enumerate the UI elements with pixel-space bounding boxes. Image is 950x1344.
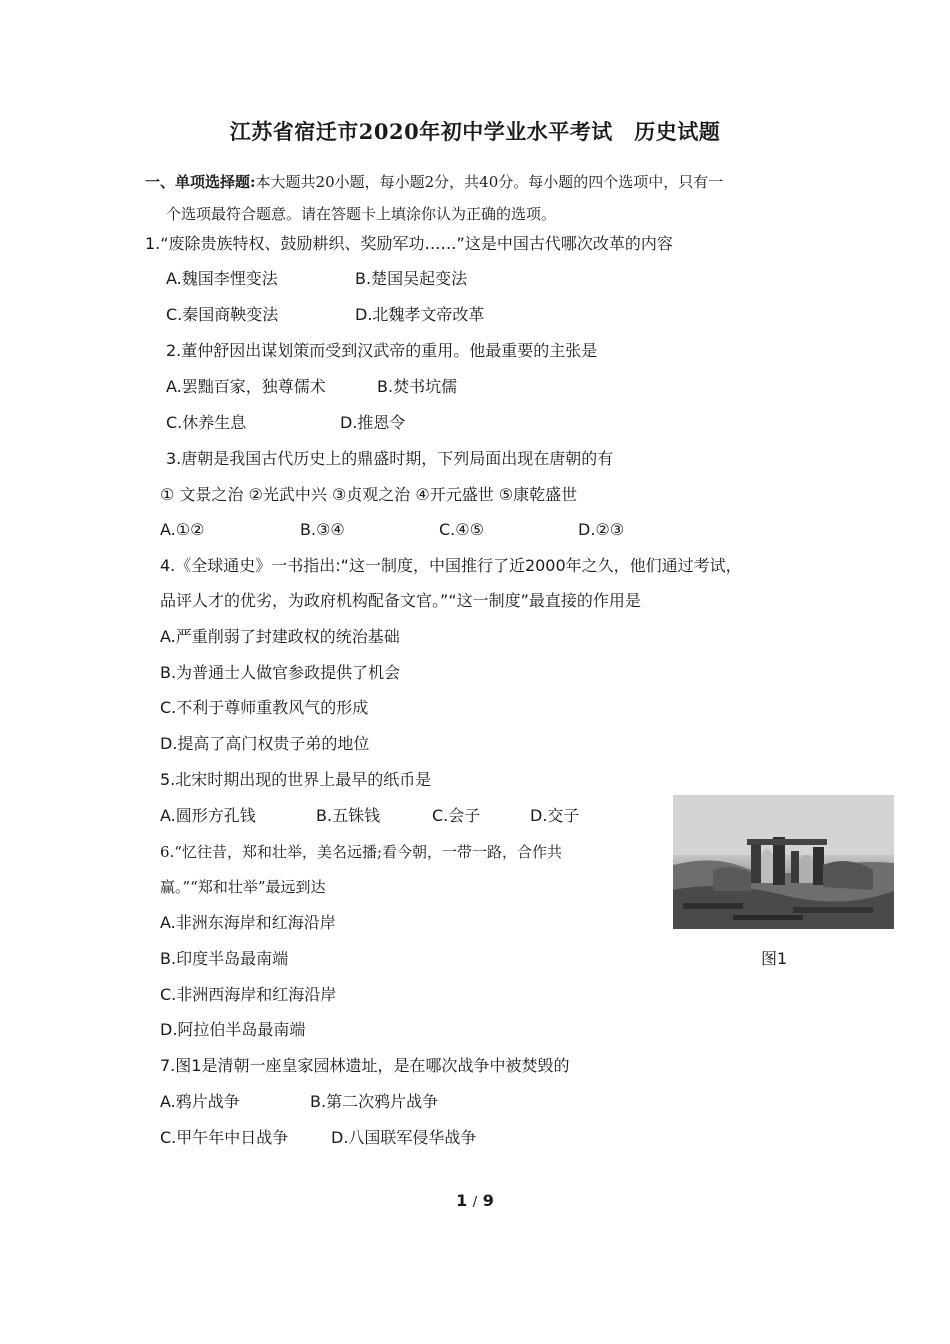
question-5-option-b: B.五铢钱 xyxy=(316,806,381,825)
question-1-option-c: C.秦国商鞅变法 xyxy=(166,305,279,324)
question-4-option-b: B.为普通士人做官参政提供了机会 xyxy=(160,663,401,682)
question-6-option-d: D.阿拉伯半岛最南端 xyxy=(160,1020,306,1039)
question-4-option-a: A.严重削弱了封建政权的统治基础 xyxy=(160,627,400,646)
question-1-option-d: D.北魏孝文帝改革 xyxy=(355,305,485,324)
question-2-option-d: D.推恩令 xyxy=(340,413,406,432)
question-5-option-c: C.会子 xyxy=(432,806,481,825)
question-2-option-c: C.休养生息 xyxy=(166,413,247,432)
question-7-option-a: A.鸦片战争 xyxy=(160,1092,240,1111)
question-3-stem: 3.唐朝是我国古代历史上的鼎盛时期，下列局面出现在唐朝的有 xyxy=(166,449,614,468)
question-5-option-d: D.交子 xyxy=(530,806,580,825)
page-current: 1 xyxy=(456,1191,468,1210)
question-6-option-c: C.非洲西海岸和红海沿岸 xyxy=(160,985,337,1004)
question-4-stem-line2: 品评人才的优劣，为政府机构配备文官。”“这一制度”最直接的作用是 xyxy=(160,591,641,610)
question-7-option-b: B.第二次鸦片战争 xyxy=(310,1092,439,1111)
page-total: 9 xyxy=(482,1191,494,1210)
question-4-option-c: C.不利于尊师重教风气的形成 xyxy=(160,698,369,717)
section-instructions-line1: 本大题共20小题，每小题2分，共40分。每小题的四个选项中，只有一 xyxy=(255,173,724,191)
question-1-stem: 1.“废除贵族特权、鼓励耕织、奖励军功……”这是中国古代哪次改革的内容 xyxy=(145,234,673,253)
figure-1-caption: 图1 xyxy=(761,949,788,968)
question-3-option-d: D.②③ xyxy=(578,520,625,539)
question-5-option-a: A.圆形方孔钱 xyxy=(160,806,256,825)
question-6-stem-line1: 6.“忆往昔，郑和壮举，美名远播;看今朝，一带一路，合作共 xyxy=(160,843,563,861)
question-5-stem: 5.北宋时期出现的世界上最早的纸币是 xyxy=(160,770,432,789)
question-3-option-a: A.①② xyxy=(160,520,205,539)
question-3-option-c: C.④⑤ xyxy=(439,520,484,539)
question-2-option-a: A.罢黜百家，独尊儒术 xyxy=(166,377,326,396)
figure-1-ruins-photo xyxy=(673,795,894,929)
question-1-option-b: B.楚国吴起变法 xyxy=(355,269,468,288)
question-2-option-b: B.焚书坑儒 xyxy=(377,377,458,396)
question-7-option-d: D.八国联军侵华战争 xyxy=(331,1128,477,1147)
question-3-option-b: B.③④ xyxy=(300,520,345,539)
question-6-option-b: B.印度半岛最南端 xyxy=(160,949,289,968)
question-4-stem-line1: 4.《全球通史》一书指出:“这一制度，中国推行了近2000年之久，他们通过考试， xyxy=(160,556,742,575)
ruins-illustration xyxy=(673,795,894,929)
question-1-option-a: A.魏国李悝变法 xyxy=(166,269,278,288)
section-label: 一、单项选择题: xyxy=(145,173,256,191)
question-2-stem: 2.董仲舒因出谋划策而受到汉武帝的重用。他最重要的主张是 xyxy=(166,341,598,360)
question-7-option-c: C.甲午年中日战争 xyxy=(160,1128,289,1147)
page-title: 江苏省宿迁市2020年初中学业水平考试 历史试题 xyxy=(229,119,721,144)
section-instructions-line2: 个选项最符合题意。请在答题卡上填涂你认为正确的选项。 xyxy=(166,205,557,223)
section-header xyxy=(145,171,723,193)
question-6-stem-line2: 赢。”“郑和壮举”最远到达 xyxy=(160,878,326,896)
question-3-choices: ① 文景之治 ②光武中兴 ③贞观之治 ④开元盛世 ⑤康乾盛世 xyxy=(160,485,578,504)
page-separator: / xyxy=(472,1195,478,1210)
page-number xyxy=(0,1190,950,1214)
question-7-stem: 7.图1是清朝一座皇家园林遗址，是在哪次战争中被焚毁的 xyxy=(160,1056,570,1075)
question-4-option-d: D.提高了高门权贵子弟的地位 xyxy=(160,734,370,753)
question-6-option-a: A.非洲东海岸和红海沿岸 xyxy=(160,913,336,932)
